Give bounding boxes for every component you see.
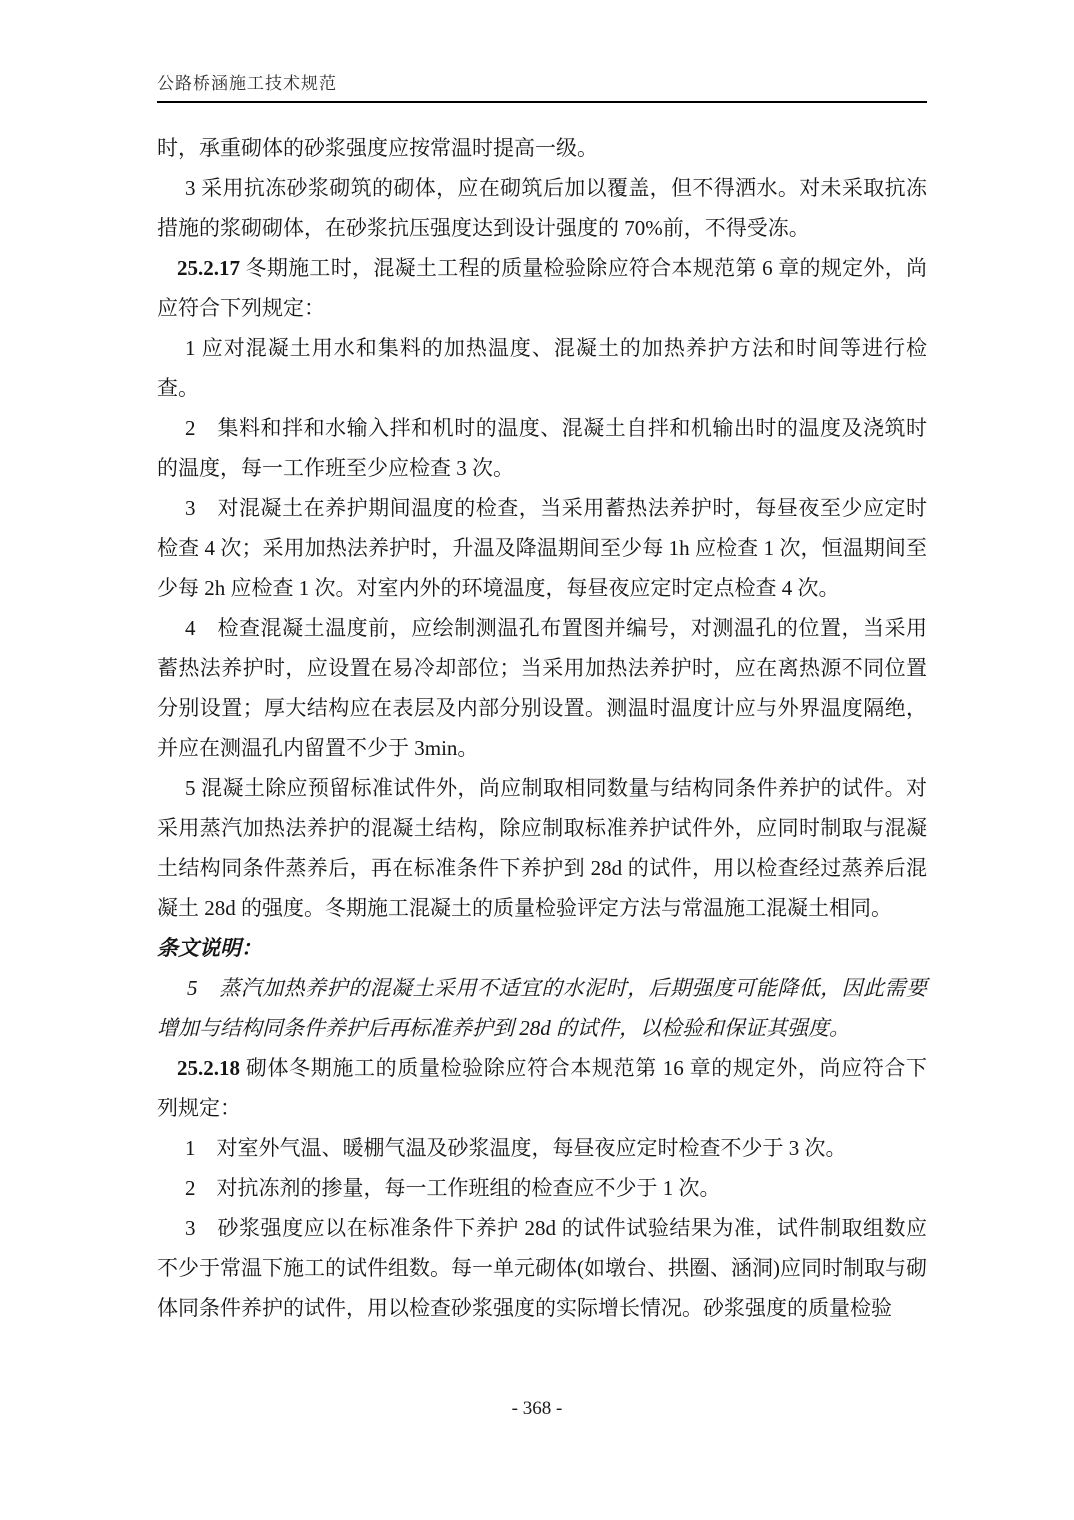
running-header-title: 公路桥涵施工技术规范	[157, 74, 337, 93]
commentary-heading: 条文说明：	[157, 936, 262, 960]
section-text-25-2-18: 砌体冬期施工的质量检验除应符合本规范第 16 章的规定外，尚应符合下列规定：	[157, 1056, 927, 1120]
document-body	[157, 128, 927, 1328]
header-divider-line	[157, 101, 927, 103]
section-number-25-2-17: 25.2.17	[177, 256, 240, 280]
section-heading-25-2-17	[157, 248, 927, 328]
section-heading-25-2-18	[157, 1048, 927, 1128]
clause-25-2-17-item-4: 4 检查混凝土温度前，应绘制测温孔布置图并编号，对测温孔的位置，当采用蓄热法养护时，应设置在易冷却部位；当采用加热法养护时，应在离热源不同位置分别设置；厚大结构应在表层及内部分别设置。测温时温度计应与外界温度隔绝，并应在测温孔内留置不少于 3min。	[157, 616, 927, 760]
clause-25-2-17-item-3: 3 对混凝土在养护期间温度的检查，当采用蓄热法养护时，每昼夜至少应定时检查 4 次；采用加热法养护时，升温及降温期间至少每 1h 应检查 1 次，恒温期间至少每 2h 应检查 1 次。对室内外的环境温度，每昼夜应定时定点检查 4 次。	[157, 496, 927, 600]
clause-25-2-17-item-2: 2 集料和拌和水输入拌和机时的温度、混凝土自拌和机输出时的温度及浇筑时的温度，每一工作班至少应检查 3 次。	[157, 416, 927, 480]
section-text-25-2-17: 冬期施工时，混凝土工程的质量检验除应符合本规范第 6 章的规定外，尚应符合下列规定：	[157, 256, 927, 320]
clause-25-2-18-item-2: 2 对抗冻剂的掺量，每一工作班组的检查应不少于 1 次。	[185, 1176, 721, 1200]
page-header	[157, 72, 927, 103]
clause-25-2-18-item-1: 1 对室外气温、暖棚气温及砂浆温度，每昼夜应定时检查不少于 3 次。	[185, 1136, 847, 1160]
page-number: - 368 -	[511, 1398, 563, 1419]
paragraph-continuation: 时，承重砌体的砂浆强度应按常温时提高一级。	[157, 136, 598, 160]
clause-25-2-18-item-3: 3 砂浆强度应以在标准条件下养护 28d 的试件试验结果为准，试件制取组数应不少于常温下施工的试件组数。每一单元砌体(如墩台、拱圈、涵洞)应同时制取与砌体同条件养护的试件，用以检查砂浆强度的实际增长情况。砂浆强度的质量检验	[157, 1216, 927, 1320]
clause-25-2-17-item-1: 1 应对混凝土用水和集料的加热温度、混凝土的加热养护方法和时间等进行检查。	[157, 336, 927, 400]
clause-item-3-masonry-frost: 3 采用抗冻砂浆砌筑的砌体，应在砌筑后加以覆盖，但不得洒水。对未采取抗冻措施的浆砌砌体，在砂浆抗压强度达到设计强度的 70%前，不得受冻。	[157, 176, 927, 240]
clause-25-2-17-item-5: 5 混凝土除应预留标准试件外，尚应制取相同数量与结构同条件养护的试件。对采用蒸汽加热法养护的混凝土结构，除应制取标准养护试件外，应同时制取与混凝土结构同条件蒸养后，再在标准条件下养护到 28d 的试件，用以检查经过蒸养后混凝土 28d 的强度。冬期施工混凝土的质量检验评定方法与常温施工混凝土相同。	[157, 776, 927, 920]
section-number-25-2-18: 25.2.18	[177, 1056, 240, 1080]
commentary-paragraph: 5 蒸汽加热养护的混凝土采用不适宜的水泥时，后期强度可能降低，因此需要增加与结构同条件养护后再标准养护到 28d 的试件，以检验和保证其强度。	[157, 976, 927, 1040]
